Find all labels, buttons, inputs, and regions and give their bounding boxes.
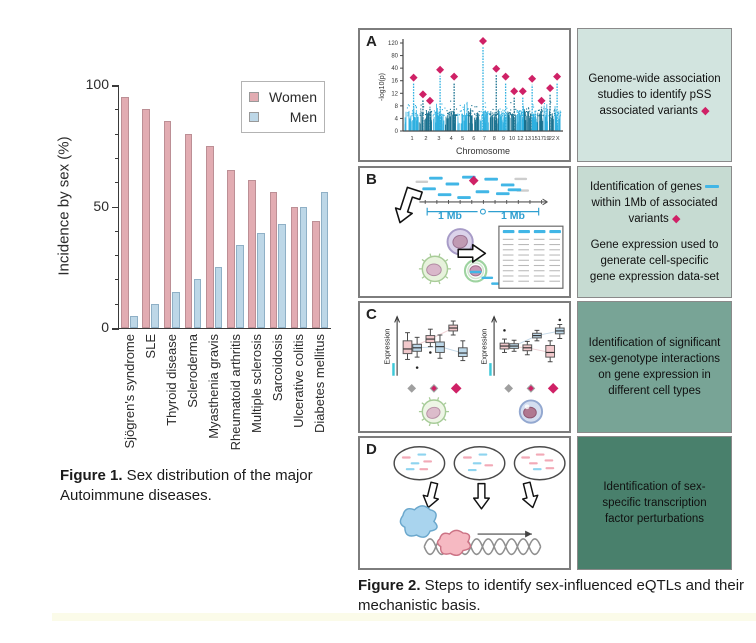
step-box-d [577,436,732,570]
step-a-text: Genome-wide association studies to identify pSS associated variants ◆ [588,72,721,117]
svg-text:X: X [555,136,560,142]
expression-boxplot-diagram [360,303,569,431]
category-label-4: Myasthenia gravis [206,334,222,439]
step-box-a [577,28,732,162]
bar-men-7 [278,224,286,328]
svg-text:Chromosome: Chromosome [455,146,511,156]
category-label-8: Ulcerative colitis [291,334,307,428]
chart-legend [241,81,325,133]
svg-text:10: 10 [508,136,516,142]
svg-text:80: 80 [391,53,398,60]
figure1-caption-text: Sex distribution of the major Autoimmune diseases. [60,467,313,505]
tf-blob-pink [438,530,471,555]
bar-women-2 [164,121,172,328]
bar-men-1 [151,304,159,328]
bar-chart-plot-area: 0 50 100 [118,85,331,329]
bar-men-0 [130,316,138,328]
svg-text:40: 40 [391,66,398,73]
t-cell-icon [419,397,449,426]
down-arrow [519,481,540,509]
y-axis-label: Incidence by sex (%) [55,136,73,276]
bar-men-5 [236,245,244,328]
down-arrow [421,481,442,509]
bar-men-6 [257,233,265,328]
bar-women-1 [142,109,150,328]
svg-text:8: 8 [492,136,496,142]
genotype-diamonds [504,383,558,394]
category-label-7: Sarcoidosis [270,334,285,402]
svg-text:12: 12 [517,136,524,142]
category-label-0: Sjögren's syndrome [121,334,137,449]
svg-text:8: 8 [394,103,398,110]
svg-text:2: 2 [424,136,428,142]
step-box-b [577,166,732,298]
cell-population-ellipses [394,447,565,480]
gene-window-diagram [360,168,569,296]
step-b-text-2: Gene expression used to generate cell-specific gene expression data-set [589,239,720,284]
figure1-caption [60,466,342,507]
step-c-text: Identification of significant sex-genotype interactions on gene expression in different cell types [588,336,721,398]
svg-text:Expression: Expression [382,328,392,365]
svg-text:13: 13 [524,136,532,142]
bar-women-5 [227,170,235,328]
b-cell-icon [520,400,542,422]
bar-men-3 [194,279,202,328]
legend-row-women [249,87,317,107]
variant-diamond-icon: ◆ [701,104,710,117]
panel-b-gene-identification [358,166,571,298]
svg-text:1: 1 [410,136,414,142]
step-box-c [577,301,732,433]
svg-text:7: 7 [482,136,486,142]
bar-women-7 [270,192,278,328]
figure2-caption [358,576,750,615]
legend-swatch-men [249,112,259,122]
step-d-text: Identification of sex-specific transcription factor perturbations [602,480,707,526]
category-label-2: Thyroid disease [164,334,179,426]
svg-text:Expression: Expression [479,328,489,365]
legend-swatch-women [249,92,259,102]
step-b-text-1: Identification of genes within 1Mb of associated variants ◆ [589,180,718,225]
variant-diamond-icon: ◆ [672,212,681,225]
svg-text:-log10(p): -log10(p) [379,72,386,102]
transcription-arrow [525,531,532,538]
down-arrow [474,484,490,509]
legend-label-men: Men [289,109,317,125]
svg-text:4: 4 [449,136,453,142]
panel-c-letter: C [366,306,377,323]
legend-row-men [249,107,317,127]
svg-text:15: 15 [531,136,538,142]
panel-a-gwas-manhattan [358,28,571,162]
panel-c-boxplots [358,301,571,433]
bar-women-4 [206,146,214,328]
svg-text:120: 120 [387,41,398,47]
transcription-factor-diagram [360,438,569,568]
bar-men-4 [215,267,223,328]
svg-text:16: 16 [391,78,398,85]
figure2-caption-label: Figure 2. [358,577,421,594]
down-arrow [392,186,422,226]
tf-blob-blue [400,506,437,537]
svg-text:0: 0 [394,129,398,135]
svg-text:22: 22 [548,136,555,142]
category-label-1: SLE [142,334,158,359]
bar-men-2 [172,292,180,328]
genotype-diamonds [407,383,461,394]
category-label-6: Multiple sclerosis [248,334,264,433]
legend-label-women: Women [269,89,317,105]
panel-a-letter: A [366,33,377,50]
bar-women-8 [291,207,299,329]
figure2-caption-text: Steps to identify sex-influenced eQTLs and their mechanistic basis. [358,577,745,614]
panel-d-transcription-factors [358,436,571,570]
x-axis-category-labels [118,328,330,460]
svg-text:12: 12 [391,91,398,98]
svg-text:9: 9 [501,136,505,142]
gene-dash-icon [705,185,719,188]
expression-table [499,226,563,288]
mb-label-right: 1 Mb [501,210,525,222]
svg-text:17: 17 [537,136,544,142]
mb-label-left: 1 Mb [438,210,462,222]
svg-text:6: 6 [472,136,476,142]
svg-text:4: 4 [394,116,398,123]
svg-text:5: 5 [461,136,465,142]
panel-b-letter: B [366,171,377,188]
page-highlight-strip [52,613,756,621]
svg-text:19: 19 [543,136,550,142]
bar-women-6 [248,180,256,328]
bar-women-3 [185,134,193,328]
bar-men-8 [300,207,308,329]
bar-women-0 [121,97,129,328]
panel-d-letter: D [366,441,377,458]
category-label-5: Rheumatoid arthritis [227,334,243,451]
bar-women-9 [312,221,320,328]
manhattan-plot [372,32,568,158]
bar-men-9 [321,192,329,328]
category-label-3: Scleroderma [185,334,201,408]
category-label-9: Diabetes mellitus [312,334,328,433]
svg-text:3: 3 [437,136,441,142]
figure1-caption-label: Figure 1. [60,467,123,484]
